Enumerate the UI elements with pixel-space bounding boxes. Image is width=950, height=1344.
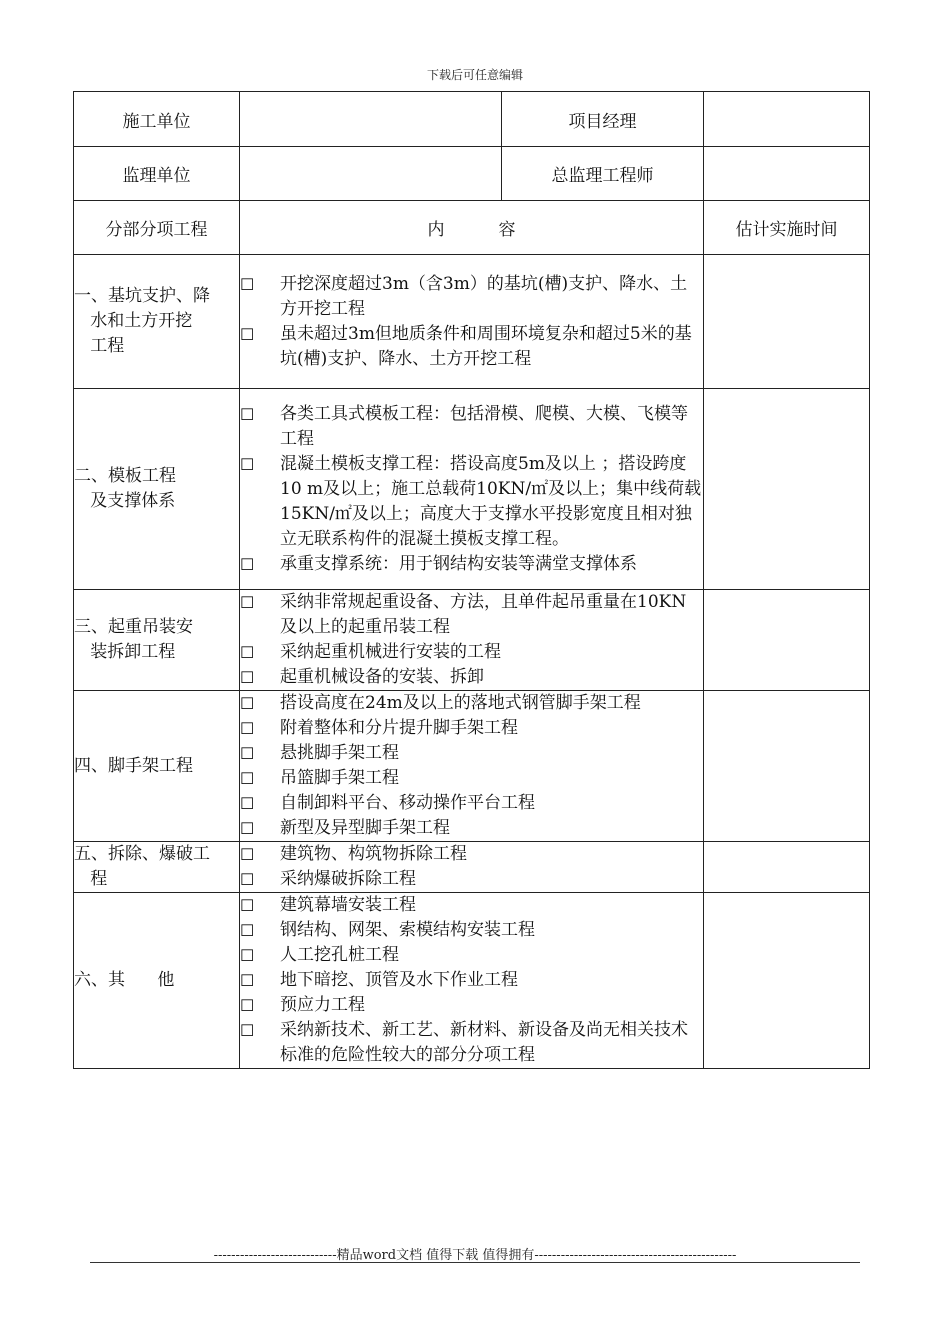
checklist-item-text: 附着整体和分片提升脚手架工程 — [280, 718, 518, 738]
section-category — [74, 842, 240, 893]
checklist-item — [240, 968, 703, 993]
checklist-item-text: 采纳爆破拆除工程 — [280, 869, 416, 889]
checkbox-icon[interactable]: ☐ — [240, 1021, 255, 1040]
project-manager-value[interactable] — [704, 92, 870, 147]
checklist-item-text: 自制卸料平台、移动操作平台工程 — [280, 793, 535, 813]
checkbox-icon[interactable]: ☐ — [240, 668, 255, 687]
section-items — [240, 691, 704, 842]
section-items — [240, 389, 704, 590]
checkbox-icon[interactable]: ☐ — [240, 896, 255, 915]
section-items — [240, 590, 704, 691]
checkbox-icon[interactable]: ☐ — [240, 643, 255, 662]
checklist-item-text: 各类工具式模板工程：包括滑模、爬模、大模、飞模等工程 — [280, 403, 688, 449]
estimated-time-cell[interactable] — [704, 255, 870, 389]
checkbox-icon[interactable]: ☐ — [240, 744, 255, 763]
column-header-category: 分部分项工程 — [74, 201, 240, 255]
section-category — [74, 389, 240, 590]
checkbox-icon[interactable]: ☐ — [240, 946, 255, 965]
checklist-item-text: 采纳新技术、新工艺、新材料、新设备及尚无相关技术标准的危险性较大的部分分项工程 — [280, 1020, 688, 1065]
checkbox-icon[interactable]: ☐ — [240, 404, 255, 424]
checklist-item — [240, 716, 703, 741]
checklist-item-text: 开挖深度超过3m（含3m）的基坑(槽)支护、降水、土方开挖工程 — [280, 273, 688, 319]
checklist-item — [240, 943, 703, 968]
supervision-unit-row — [74, 147, 870, 201]
checkbox-icon[interactable]: ☐ — [240, 454, 255, 474]
checklist-item — [240, 1018, 703, 1068]
section-category-label: 六、其 他 — [74, 970, 175, 990]
checkbox-icon[interactable]: ☐ — [240, 921, 255, 940]
project-manager-label: 项目经理 — [502, 92, 704, 147]
checklist-item — [240, 322, 703, 372]
hazard-project-table — [73, 91, 870, 1069]
section-category-label: 四、脚手架工程 — [74, 755, 193, 776]
section-category-label: 三、起重吊装安 装拆卸工程 — [74, 617, 193, 662]
section-row — [74, 893, 870, 1069]
checklist-item — [240, 867, 703, 892]
checkbox-icon[interactable]: ☐ — [240, 719, 255, 738]
checklist-item-text: 建筑幕墙安装工程 — [280, 895, 416, 915]
checklist-item-text: 预应力工程 — [280, 995, 365, 1015]
section-category — [74, 893, 240, 1069]
checkbox-icon[interactable]: ☐ — [240, 593, 255, 612]
construction-unit-label: 施工单位 — [74, 92, 240, 147]
construction-unit-value[interactable] — [240, 92, 502, 147]
section-items — [240, 255, 704, 389]
checkbox-icon[interactable]: ☐ — [240, 794, 255, 813]
checkbox-icon[interactable]: ☐ — [240, 274, 255, 294]
section-category-label: 五、拆除、爆破工 程 — [74, 844, 210, 889]
checklist-item — [240, 993, 703, 1018]
estimated-time-cell[interactable] — [704, 691, 870, 842]
checklist-item — [240, 691, 703, 716]
checklist-item — [240, 816, 703, 841]
checklist-item — [240, 741, 703, 766]
column-header-content: 内 容 — [240, 201, 704, 255]
checklist-item — [240, 918, 703, 943]
section-row — [74, 842, 870, 893]
estimated-time-cell[interactable] — [704, 842, 870, 893]
estimated-time-cell[interactable] — [704, 389, 870, 590]
checkbox-icon[interactable]: ☐ — [240, 870, 255, 889]
checklist-item — [240, 791, 703, 816]
checklist-item-text: 虽未超过3m但地质条件和周围环境复杂和超过5米的基坑(槽)支护、降水、土方开挖工程 — [280, 323, 692, 369]
checkbox-icon[interactable]: ☐ — [240, 324, 255, 344]
checklist-item-text: 混凝土模板支撑工程：搭设高度5m及以上 ；搭设跨度 10 m及以上；施工总载荷10KN/㎡及以上；集中线荷载15KN/㎡及以上；高度大于支撑水平投影宽度且相对独立无联系构件的混凝土摸板支撑工程。 — [280, 453, 702, 549]
checkbox-icon[interactable]: ☐ — [240, 694, 255, 713]
checklist-item — [240, 402, 703, 452]
section-category-label: 一、基坑支护、降 水和土方开挖 工程 — [74, 286, 210, 356]
checkbox-icon[interactable]: ☐ — [240, 554, 255, 574]
checklist-item-text: 搭设高度在24m及以上的落地式钢管脚手架工程 — [280, 693, 641, 713]
checklist-item — [240, 272, 703, 322]
checklist-item — [240, 640, 703, 665]
estimated-time-cell[interactable] — [704, 590, 870, 691]
checklist-item-text: 钢结构、网架、索模结构安装工程 — [280, 920, 535, 940]
checklist-item — [240, 842, 703, 867]
page-header-note: 下载后可任意编辑 — [426, 68, 523, 82]
checklist-item-text: 吊篮脚手架工程 — [280, 768, 399, 788]
checkbox-icon[interactable]: ☐ — [240, 971, 255, 990]
checkbox-icon[interactable]: ☐ — [240, 845, 255, 864]
construction-unit-row — [74, 92, 870, 147]
section-items — [240, 842, 704, 893]
section-items — [240, 893, 704, 1069]
estimated-time-cell[interactable] — [704, 893, 870, 1069]
checklist-item-text: 建筑物、构筑物拆除工程 — [280, 844, 467, 864]
checklist-item-text: 新型及异型脚手架工程 — [280, 818, 450, 838]
checklist-item-text: 承重支撑系统：用于钢结构安装等满堂支撑体系 — [280, 553, 637, 574]
supervision-unit-label: 监理单位 — [74, 147, 240, 201]
column-header-row — [74, 201, 870, 255]
supervision-unit-value[interactable] — [240, 147, 502, 201]
checkbox-icon[interactable]: ☐ — [240, 996, 255, 1015]
footer-rule — [90, 1262, 860, 1263]
section-category — [74, 691, 240, 842]
chief-supervisor-value[interactable] — [704, 147, 870, 201]
checklist-item-text: 地下暗挖、顶管及水下作业工程 — [280, 970, 518, 990]
section-row — [74, 590, 870, 691]
checklist-item — [240, 893, 703, 918]
checklist-item — [240, 452, 703, 552]
checklist-item-text: 采纳起重机械进行安装的工程 — [280, 642, 501, 662]
section-row — [74, 691, 870, 842]
checkbox-icon[interactable]: ☐ — [240, 769, 255, 788]
section-category — [74, 255, 240, 389]
section-category-label: 二、模板工程 及支撑体系 — [74, 466, 176, 511]
checklist-item — [240, 665, 703, 690]
checklist-item — [240, 766, 703, 791]
checklist-item-text: 采纳非常规起重设备、方法，且单件起吊重量在10KN及以上的起重吊装工程 — [280, 592, 687, 637]
checklist-item-text: 悬挑脚手架工程 — [280, 743, 399, 763]
checklist-item — [240, 552, 703, 577]
checklist-item — [240, 590, 703, 640]
column-header-time: 估计实施时间 — [704, 201, 870, 255]
checklist-item-text: 人工挖孔桩工程 — [280, 945, 399, 965]
checklist-item-text: 起重机械设备的安装、拆卸 — [280, 667, 484, 687]
footer-text: ----------------------------精品word文档 值得下载 值得拥有---------------------------------------------- — [213, 1248, 737, 1263]
section-row — [74, 389, 870, 590]
checkbox-icon[interactable]: ☐ — [240, 819, 255, 838]
chief-supervisor-label: 总监理工程师 — [502, 147, 704, 201]
section-row — [74, 255, 870, 389]
section-category — [74, 590, 240, 691]
